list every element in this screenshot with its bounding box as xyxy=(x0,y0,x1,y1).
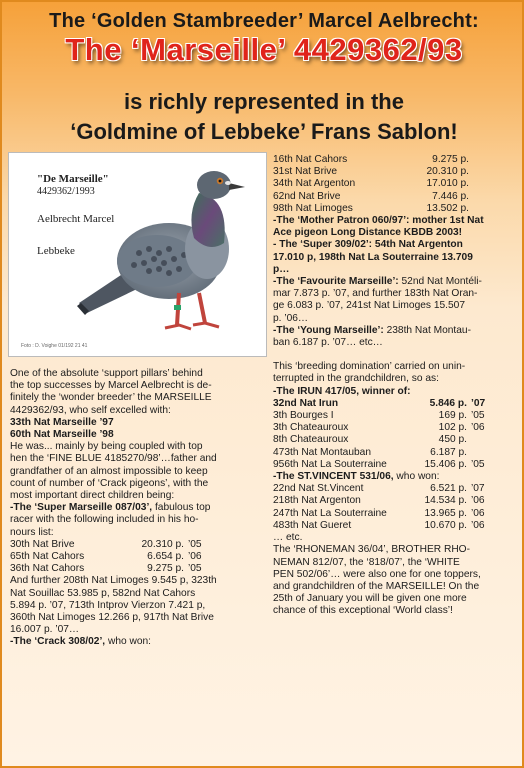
body-line: count of number of ‘Crack pigeons’, with the xyxy=(10,477,209,489)
result-race: 22nd Nat St.Vincent xyxy=(273,483,364,495)
body-line: And further 208th Nat Limoges 9.545 p, 323th xyxy=(10,575,217,587)
intro-line: the top successes by Marcel Aelbrecht is de- xyxy=(10,380,212,392)
body-line: 16.007 p. ’07… xyxy=(10,624,80,636)
body-line: 360th Nat Limoges 12.266 p, 917th Nat Brive xyxy=(10,612,214,624)
body-text: fabulous top xyxy=(152,502,211,514)
closing-line: chance of this exceptional ‘World class’! xyxy=(273,605,453,617)
result-race: 16th Nat Cahors xyxy=(273,154,348,165)
right-column xyxy=(273,154,519,618)
result-row xyxy=(273,447,519,459)
result-row xyxy=(10,563,266,575)
body-line: terrupted in the grandchildren, so as: xyxy=(273,373,439,385)
result-race: 8th Chateauroux xyxy=(273,434,349,446)
headline-top: The ‘Golden Stambreeder’ Marcel Aelbrecht: xyxy=(49,10,479,32)
result-year: ’05 xyxy=(471,458,485,470)
headline-pigeon-name: The ‘Marseille’ 4429362/93 xyxy=(65,32,463,67)
closing-line: NEMAN 812/07, the ‘818/07’, the ‘WHITE xyxy=(273,556,460,568)
closing-line: The ‘RHONEMAN 36/04’, BROTHER RHO- xyxy=(273,544,470,556)
subheading-irun: -The IRUN 417/05, winner of: xyxy=(273,385,411,397)
result-year: ’07 xyxy=(471,483,485,495)
subheading-young: -The ‘Young Marseille’: xyxy=(273,324,384,336)
result-row xyxy=(273,191,519,203)
subheading-crack: -The ‘Crack 308/02’, xyxy=(10,636,106,648)
result-row xyxy=(273,520,519,532)
result-race: 3th Bourges I xyxy=(273,410,334,422)
headline-middle-1: is richly represented in the xyxy=(124,89,404,114)
result-row xyxy=(273,178,519,190)
result-row xyxy=(273,459,519,471)
result-row xyxy=(273,203,519,215)
result-row xyxy=(10,539,266,551)
left-column xyxy=(10,368,266,649)
photo-caption-owner: Aelbrecht Marcel xyxy=(37,213,115,225)
result-year: ’06 xyxy=(471,495,485,507)
result-year: ’05 xyxy=(188,538,202,550)
result-points: 14.534 p. xyxy=(424,495,467,507)
subheading-favourite: -The ‘Favourite Marseille’: xyxy=(273,276,399,288)
result-race: 62nd Nat Brive xyxy=(273,190,341,202)
body-line: ge 6.083 p. ’07, 241st Nat Limoges 15.507 xyxy=(273,300,466,312)
result-race: 36th Nat Cahors xyxy=(10,563,85,575)
intro-line: 4429362/93, who self excelled with: xyxy=(10,404,171,416)
body-text: who won: xyxy=(393,471,440,483)
result-row xyxy=(273,398,519,410)
intro-line: finitely the ‘wonder breeder’ the MARSEILLE xyxy=(10,392,212,404)
body-line: nours list: xyxy=(10,526,54,538)
headline-middle-2: ‘Goldmine of Lebbeke’ Frans Sablon! xyxy=(70,119,458,144)
body-line: hen the ‘FINE BLUE 4185270/98’…father and xyxy=(10,453,217,465)
result-points: 13.502 p. xyxy=(426,202,469,214)
body-text: 238th Nat Montau- xyxy=(383,324,471,336)
super-309-line: p… xyxy=(273,263,290,275)
result-row xyxy=(273,422,519,434)
result-year: ’06 xyxy=(471,519,485,531)
body-line: He was... mainly by being coupled with top xyxy=(10,441,203,453)
mother-patron-line: -The ‘Mother Patron 060/97’: mother 1st Nat xyxy=(273,215,484,227)
body-line: p. ’06… xyxy=(273,312,309,324)
body-line: This ‘breeding domination’ carried on unin- xyxy=(273,361,466,373)
pigeon-photo xyxy=(8,152,267,357)
etc-line: … etc. xyxy=(273,532,303,544)
intro-line: One of the absolute ‘support pillars’ behind xyxy=(10,368,203,379)
body-text: who won: xyxy=(105,636,152,648)
body-line: most important direct children being: xyxy=(10,490,175,502)
result-points: 6.521 p. xyxy=(430,483,467,495)
result-race: 956th Nat La Souterraine xyxy=(273,458,387,470)
photo-caption-ring: 4429362/1993 xyxy=(37,186,95,197)
result-race: 65th Nat Cahors xyxy=(10,551,85,563)
subheading-super-marseille: -The ‘Super Marseille 087/03’, xyxy=(10,502,153,514)
photo-caption-name: "De Marseille" xyxy=(37,173,109,185)
result-race: 31st Nat Brive xyxy=(273,166,337,178)
result-points: 15.406 p. xyxy=(424,458,467,470)
result-row xyxy=(273,483,519,495)
mother-patron-line: Ace pigeon Long Distance KBDB 2003! xyxy=(273,227,463,239)
result-highlight: 33th Nat Marseille ’97 xyxy=(10,416,114,428)
result-year: ’05 xyxy=(471,410,485,422)
result-points: 20.310 p. xyxy=(426,166,469,178)
result-year: ’06 xyxy=(471,422,485,434)
result-race: 473th Nat Montauban xyxy=(273,446,371,458)
result-points: 6.654 p. xyxy=(147,551,184,563)
result-race: 218th Nat Argenton xyxy=(273,495,361,507)
result-points: 17.010 p. xyxy=(426,178,469,190)
result-highlight: 60th Nat Marseille ’98 xyxy=(10,429,114,441)
result-race: 30th Nat Brive xyxy=(10,538,75,550)
body-line: racer with the following included in his ho- xyxy=(10,514,199,526)
result-row xyxy=(273,434,519,446)
result-points: 20.310 p. xyxy=(141,538,184,550)
body-line: 5.894 p. ’07, 713th Intprov Vierzon 7.421 p, xyxy=(10,599,206,611)
closing-line: PEN 502/06’… were also one for one toppers, xyxy=(273,568,481,580)
body-line: grandfather of an almost impossible to keep xyxy=(10,465,208,477)
result-race: 98th Nat Limoges xyxy=(273,202,353,214)
result-year: ’06 xyxy=(188,551,202,563)
body-line: Nat Souillac 53.985 p, 582nd Nat Cahors xyxy=(10,587,196,599)
super-309-line: - The ‘Super 309/02’: 54th Nat Argenton xyxy=(273,239,463,251)
result-year: ’06 xyxy=(471,507,485,519)
result-year: ’07 xyxy=(471,397,486,409)
result-points: 102 p. xyxy=(438,422,467,434)
photo-credit: Foto : D. Voighe 01/192 21 41 xyxy=(21,343,88,349)
result-year: ’05 xyxy=(188,563,202,575)
result-race: 34th Nat Argenton xyxy=(273,178,356,190)
result-points: 7.446 p. xyxy=(432,190,469,202)
result-row xyxy=(273,508,519,520)
result-row xyxy=(273,154,519,166)
body-line: ban 6.187 p. ’07… etc… xyxy=(273,337,383,349)
result-points: 9.275 p. xyxy=(147,563,184,575)
result-points: 169 p. xyxy=(438,410,467,422)
result-points: 6.187 p. xyxy=(430,446,467,458)
result-points: 10.670 p. xyxy=(424,519,467,531)
result-row xyxy=(10,551,266,563)
result-row xyxy=(273,166,519,178)
result-points: 13.965 p. xyxy=(424,507,467,519)
result-race: 483th Nat Gueret xyxy=(273,519,352,531)
subheading-st-vincent: -The ST.VINCENT 531/06, xyxy=(273,471,394,483)
closing-line: and grandchildren of the MARSEILLE! On the xyxy=(273,580,480,592)
photo-caption-place: Lebbeke xyxy=(37,245,75,257)
super-309-line: 17.010 p, 198th Nat La Souterraine 13.709 xyxy=(273,251,473,263)
body-line: mar 7.873 p. ’07, and further 183th Nat Oran- xyxy=(273,288,478,300)
result-race: 32nd Nat Irun xyxy=(273,397,339,409)
result-points: 450 p. xyxy=(438,434,467,446)
result-points: 5.846 p. xyxy=(429,397,467,409)
result-row xyxy=(273,410,519,422)
result-race: 3th Chateauroux xyxy=(273,422,349,434)
result-points: 9.275 p. xyxy=(432,154,469,165)
result-race: 247th Nat La Souterraine xyxy=(273,507,387,519)
closing-line: 25th of January you will be given one more xyxy=(273,593,467,605)
result-row xyxy=(273,495,519,507)
body-text: 52nd Nat Montéli- xyxy=(398,276,482,288)
